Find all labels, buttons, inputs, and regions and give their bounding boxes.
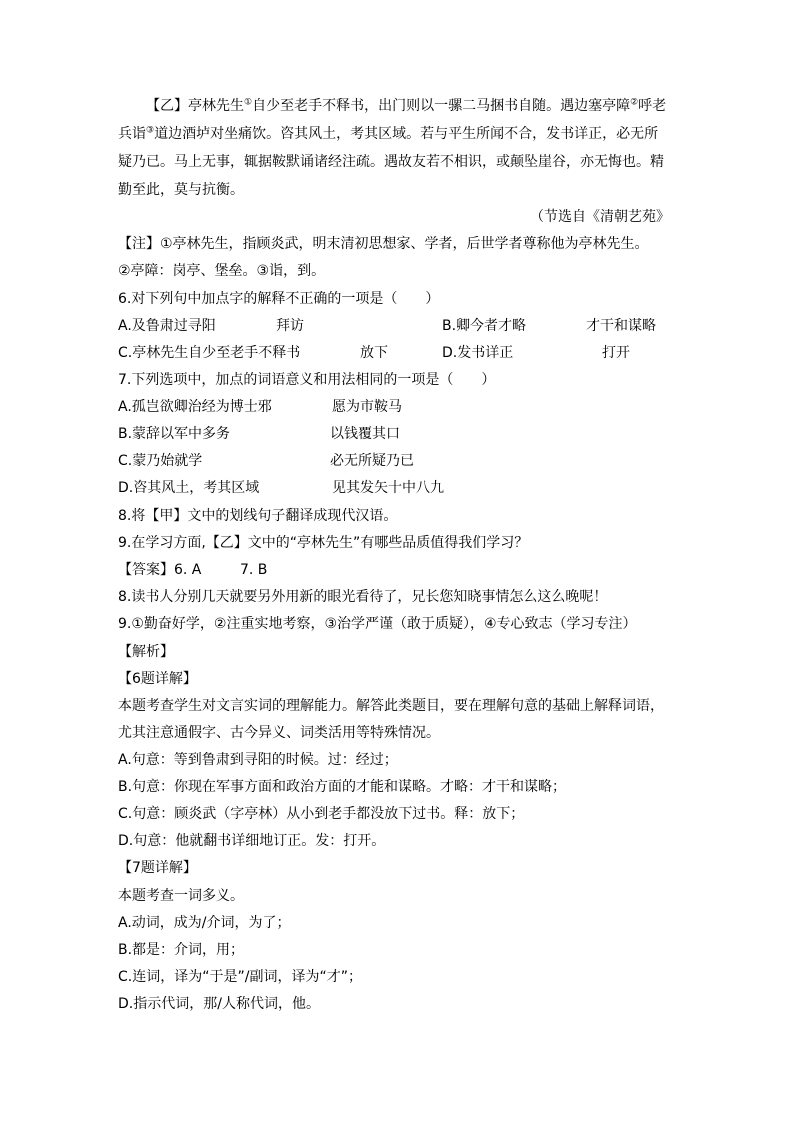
q7-explain-a: A.动词，成为/介词，为了； bbox=[118, 915, 291, 931]
q7-explain-d: D.指示代词，那/人称代词，他。 bbox=[118, 996, 320, 1012]
q6-option-c-gloss: 放下 bbox=[360, 345, 388, 361]
passage-line-1: 【乙】亭林先生①自少至老手不释书，出门则以一骡二马捆书自随。遇边塞亭障②呼老 bbox=[146, 97, 667, 114]
q7-explain-b: B.都是：介词，用； bbox=[118, 942, 245, 958]
notes-line-2: ②亭障：岗亭、堡垒。③诣，到。 bbox=[118, 263, 326, 279]
passage-line-3: 疑乃已。马上无事，辄据鞍默诵诸经注疏。遇故友若不相识，或颠坠崖谷，亦无悔也。精 bbox=[118, 154, 664, 170]
q8-stem: 8.将【甲】文中的划线句子翻译成现代汉语。 bbox=[118, 508, 398, 524]
document-page: 【乙】亭林先生①自少至老手不释书，出门则以一骡二马捆书自随。遇边塞亭障②呼老 兵诣③道边酒垆对坐痛饮。咨其风土，考其区域。若与平生所闻不合，发书详正，必无所 疑乃已。马上无事，辄据鞍默诵诸经注疏。遇故友若不相识，或颠坠崖谷，亦无悔也。精 勤至此，莫与抗衡。 （节选自《清朝艺苑》 【注】①亭林先生，指顾炎武，明末清初思想家、学者，后世学者尊称他为亭林先生。 ②亭障：岗亭、堡垒。③诣，到。 6.对下列句中加点字的解释不正确的一项是（ ） A.及鲁肃过寻阳 拜访 B.卿今者才略 才干和谋略 C.亭林先生自少至老手不释书 放下 D.发书详正 打开 7.下列选项中，加点的词语意义和用法相同的一项是（ ） A.孤岂欲卿治经为博士邪 愿为市鞍马 B.蒙辞以军中多务 以钱覆其口 C.蒙乃始就学 必无所疑乃已 D.咨其风土，考其区域 见其发矢十中八九 8.将【甲】文中的划线句子翻译成现代汉语。 9.在学习方面,【乙】文中的“亭林先生”有哪些品质值得我们学习？ 【答案】 6. A 7. B 8.读书人分别几天就要另外用新的眼光看待了，兄长您知晓事情怎么这么晚呢！ 9.①勤奋好学，②注重实地考察，③治学严谨（敢于质疑），④专心致志（学习专注） 【解析】 【6题详解】 本题考查学生对文言实词的理解能力。解答此类题目，要在理解句意的基础上解释词语， 尤其注意通假字、古今异义、词类活用等特殊情况。 A.句意：等到鲁肃到寻阳的时候。过：经过； B.句意：你现在军事方面和政治方面的才能和谋略。才略：才干和谋略； C.句意：顾炎武（字亭林）从小到老手都没放下过书。释：放下； D.句意：他就翻书详细地订正。发：打开。 【7题详解】 本题考查一词多义。 A.动词，成为/介词，为了； B.都是：介词，用； C.连词，译为“于是”/副词，译为“才”； D.指示代词，那/人称代词，他。 bbox=[0, 0, 794, 1123]
q6-option-c: C.亭林先生自少至老手不释书 bbox=[118, 345, 301, 361]
q6-explain-intro-2: 尤其注意通假字、古今异义、词类活用等特殊情况。 bbox=[118, 725, 440, 741]
q6-option-b: B.卿今者才略 bbox=[442, 318, 527, 334]
answer-7: 7. B bbox=[240, 562, 268, 578]
q6-stem: 6.对下列句中加点字的解释不正确的一项是（ ） bbox=[118, 291, 440, 307]
answer-label: 【答案】 bbox=[118, 562, 174, 578]
q6-option-a-gloss: 拜访 bbox=[276, 318, 304, 334]
q6-explain-intro-1: 本题考查学生对文言实词的理解能力。解答此类题目，要在理解句意的基础上解释词语， bbox=[118, 698, 664, 714]
q6-option-d-gloss: 打开 bbox=[602, 345, 630, 361]
notes-line-1: 【注】①亭林先生，指顾炎武，明末清初思想家、学者，后世学者尊称他为亭林先生。 bbox=[118, 236, 649, 252]
q6-explain-d: D.句意：他就翻书详细地订正。发：打开。 bbox=[118, 833, 386, 849]
passage-line-2: 兵诣③道边酒垆对坐痛饮。咨其风土，考其区域。若与平生所闻不合，发书详正，必无所 bbox=[118, 125, 659, 142]
q7-explain-c: C.连词，译为“于是”/副词，译为“才”； bbox=[118, 969, 362, 985]
answer-6: 6. A bbox=[174, 562, 202, 578]
q6-explain-b: B.句意：你现在军事方面和政治方面的才能和谋略。才略：才干和谋略； bbox=[118, 779, 567, 795]
q7-explain-heading: 【7题详解】 bbox=[118, 860, 197, 876]
footnote-marker-2: ② bbox=[630, 97, 639, 108]
q6-explain-a: A.句意：等到鲁肃到寻阳的时候。过：经过； bbox=[118, 752, 398, 768]
q6-explain-heading: 【6题详解】 bbox=[118, 671, 197, 687]
q9-stem: 9.在学习方面,【乙】文中的“亭林先生”有哪些品质值得我们学习？ bbox=[118, 535, 529, 551]
analysis-label: 【解析】 bbox=[118, 644, 174, 660]
footnote-marker-3: ③ bbox=[146, 125, 155, 136]
q6-explain-c: C.句意：顾炎武（字亭林）从小到老手都没放下过书。释：放下； bbox=[118, 806, 525, 822]
answer-9: 9.①勤奋好学，②注重实地考察，③治学严谨（敢于质疑），④专心致志（学习专注） bbox=[118, 616, 637, 632]
q6-option-d: D.发书详正 bbox=[442, 345, 514, 361]
passage-source: （节选自《清朝艺苑》 bbox=[530, 209, 670, 225]
answer-8: 8.读书人分别几天就要另外用新的眼光看待了，兄长您知晓事情怎么这么晚呢！ bbox=[118, 589, 608, 605]
q7-stem: 7.下列选项中，加点的词语意义和用法相同的一项是（ ） bbox=[118, 372, 496, 388]
q6-option-b-gloss: 才干和谋略 bbox=[586, 318, 656, 334]
passage-line-4: 勤至此，莫与抗衡。 bbox=[118, 182, 244, 198]
q6-option-a: A.及鲁肃过寻阳 bbox=[118, 318, 216, 334]
q7-explain-intro: 本题考查一词多义。 bbox=[118, 888, 244, 904]
footnote-marker-1: ① bbox=[244, 97, 253, 108]
